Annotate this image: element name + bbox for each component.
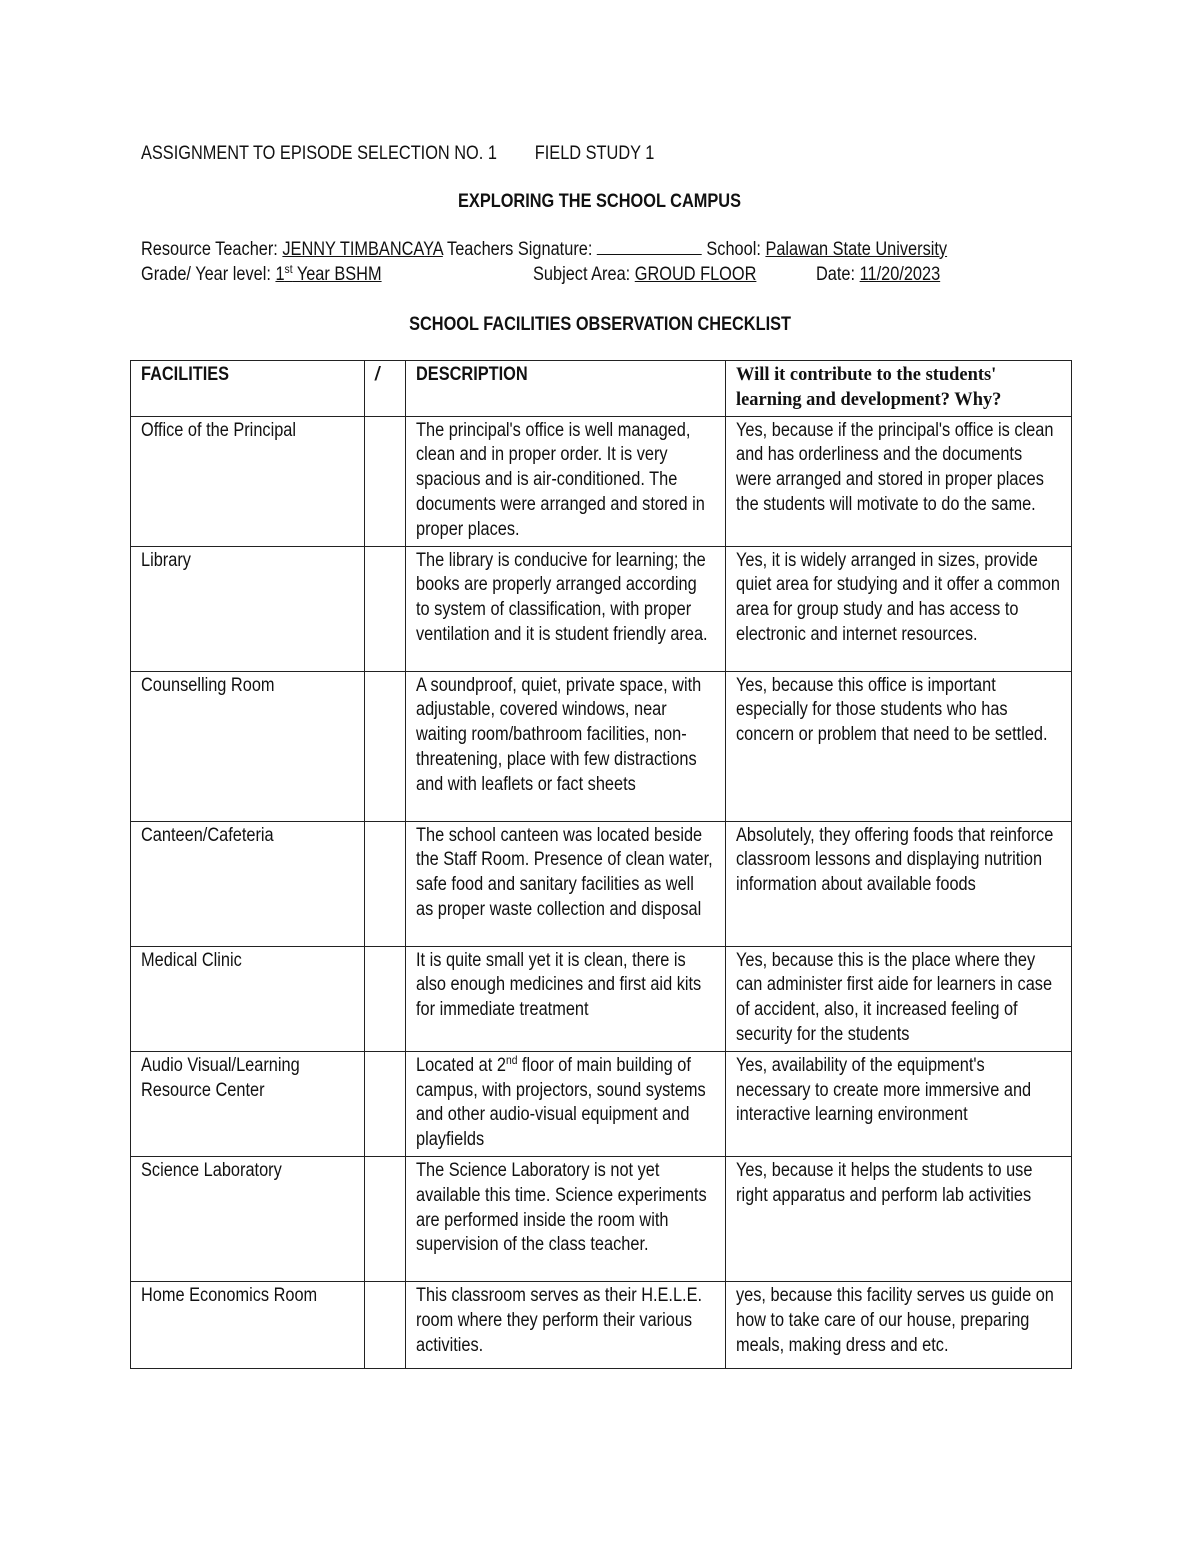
subject-area (533, 263, 756, 287)
check-cell[interactable] (365, 1051, 406, 1156)
field-study-label: FIELD STUDY 1 (534, 143, 655, 164)
grade-value: 1st Year BSHM (275, 262, 382, 285)
description-cell: The school canteen was located beside the Staff Room. Presence of clean water, safe food and sanitary facilities as well as proper waste collection and disposal (406, 821, 726, 946)
facility-cell: Audio Visual/Learning Resource Center (131, 1051, 365, 1156)
facility-cell: Home Economics Room (131, 1281, 365, 1368)
assignment-label: ASSIGNMENT TO EPISODE SELECTION NO. 1 (141, 143, 497, 164)
table-row (131, 1156, 1072, 1281)
table-row (131, 546, 1072, 671)
check-cell[interactable] (365, 1156, 406, 1281)
table-row (131, 416, 1072, 546)
contribution-cell: Yes, because if the principal's office is clean and has orderliness and the documents were arranged and stored in proper places the students will motivate to do the same. (726, 416, 1072, 546)
contribution-cell: Yes, because this office is important especially for those students who has concern or problem that need to be settled. (726, 671, 1072, 821)
header-check: / (365, 361, 406, 417)
check-cell[interactable] (365, 946, 406, 1051)
table-row (131, 946, 1072, 1051)
check-cell[interactable] (365, 416, 406, 546)
contribution-cell: Yes, availability of the equipment's necessary to create more immersive and interactive learning environment (726, 1051, 1072, 1156)
header-facilities: FACILITIES (131, 361, 365, 417)
description-cell: The principal's office is well managed, clean and in proper order. It is very spacious and is air-conditioned. The documents were arranged and stored in proper places. (406, 416, 726, 546)
date-value: 11/20/2023 (859, 264, 941, 285)
check-cell[interactable] (365, 821, 406, 946)
resource-teacher-value: JENNY TIMBANCAYA (282, 239, 443, 260)
subject-label: Subject Area: (533, 264, 631, 285)
contribution-cell: yes, because this facility serves us guide on how to take care of our house, preparing meals, making dress and etc. (726, 1281, 1072, 1368)
description-cell: It is quite small yet it is clean, there is also enough medicines and first aid kits for immediate treatment (406, 946, 726, 1051)
signature-label: Teachers Signature: (447, 239, 593, 260)
description-cell: The library is conducive for learning; the books are properly arranged according to system of classification, with proper ventilation and it is student friendly area. (406, 546, 726, 671)
meta-line-teacher (141, 238, 947, 262)
table-row (131, 1051, 1072, 1156)
assignment-line (141, 142, 654, 166)
facility-cell: Counselling Room (131, 671, 365, 821)
facility-cell: Library (131, 546, 365, 671)
subject-value: GROUD FLOOR (634, 264, 757, 285)
facility-cell: Canteen/Cafeteria (131, 821, 365, 946)
table-row (131, 1281, 1072, 1368)
grade-label: Grade/ Year level: (141, 264, 271, 285)
contribution-cell: Yes, because this is the place where they can administer first aide for learners in case of accident, also, it increased feeling of security for the students (726, 946, 1072, 1051)
table-row (131, 821, 1072, 946)
school-value: Palawan State University (765, 239, 948, 260)
facility-cell: Science Laboratory (131, 1156, 365, 1281)
facilities-checklist-table (130, 360, 1072, 1369)
checklist-title-text: SCHOOL FACILITIES OBSERVATION CHECKLIST (409, 314, 791, 335)
meta-line-grade (141, 263, 382, 287)
description-cell: This classroom serves as their H.E.L.E. room where they perform their various activities. (406, 1281, 726, 1368)
school-label: School: (706, 239, 761, 260)
description-cell: The Science Laboratory is not yet available this time. Science experiments are performed inside the room with supervision of the class teacher. (406, 1156, 726, 1281)
checklist-title (0, 313, 1200, 337)
facility-cell: Office of the Principal (131, 416, 365, 546)
main-title (0, 190, 1200, 214)
check-cell[interactable] (365, 546, 406, 671)
resource-teacher-label: Resource Teacher: (141, 239, 278, 260)
main-title-text: EXPLORING THE SCHOOL CAMPUS (458, 191, 742, 212)
facility-cell: Medical Clinic (131, 946, 365, 1051)
contribution-cell: Yes, because it helps the students to use right apparatus and perform lab activities (726, 1156, 1072, 1281)
check-cell[interactable] (365, 671, 406, 821)
description-cell: A soundproof, quiet, private space, with adjustable, covered windows, near waiting room/bathroom facilities, non-threatening, place with few distractions and with leaflets or fact sheets (406, 671, 726, 821)
date-field (816, 263, 940, 287)
table-header-row (131, 361, 1072, 417)
header-description: DESCRIPTION (406, 361, 726, 417)
contribution-cell: Yes, it is widely arranged in sizes, provide quiet area for studying and it offer a common area for group study and has access to electronic and internet resources. (726, 546, 1072, 671)
header-contribution: Will it contribute to the students' learning and development? Why? (726, 361, 1072, 417)
contribution-cell: Absolutely, they offering foods that reinforce classroom lessons and displaying nutrition information about available foods (726, 821, 1072, 946)
check-cell[interactable] (365, 1281, 406, 1368)
date-label: Date: (816, 264, 856, 285)
signature-blank (597, 238, 702, 255)
description-cell: Located at 2nd floor of main building of campus, with projectors, sound systems and other audio-visual equipment and playfields (406, 1051, 726, 1156)
table-row (131, 671, 1072, 821)
